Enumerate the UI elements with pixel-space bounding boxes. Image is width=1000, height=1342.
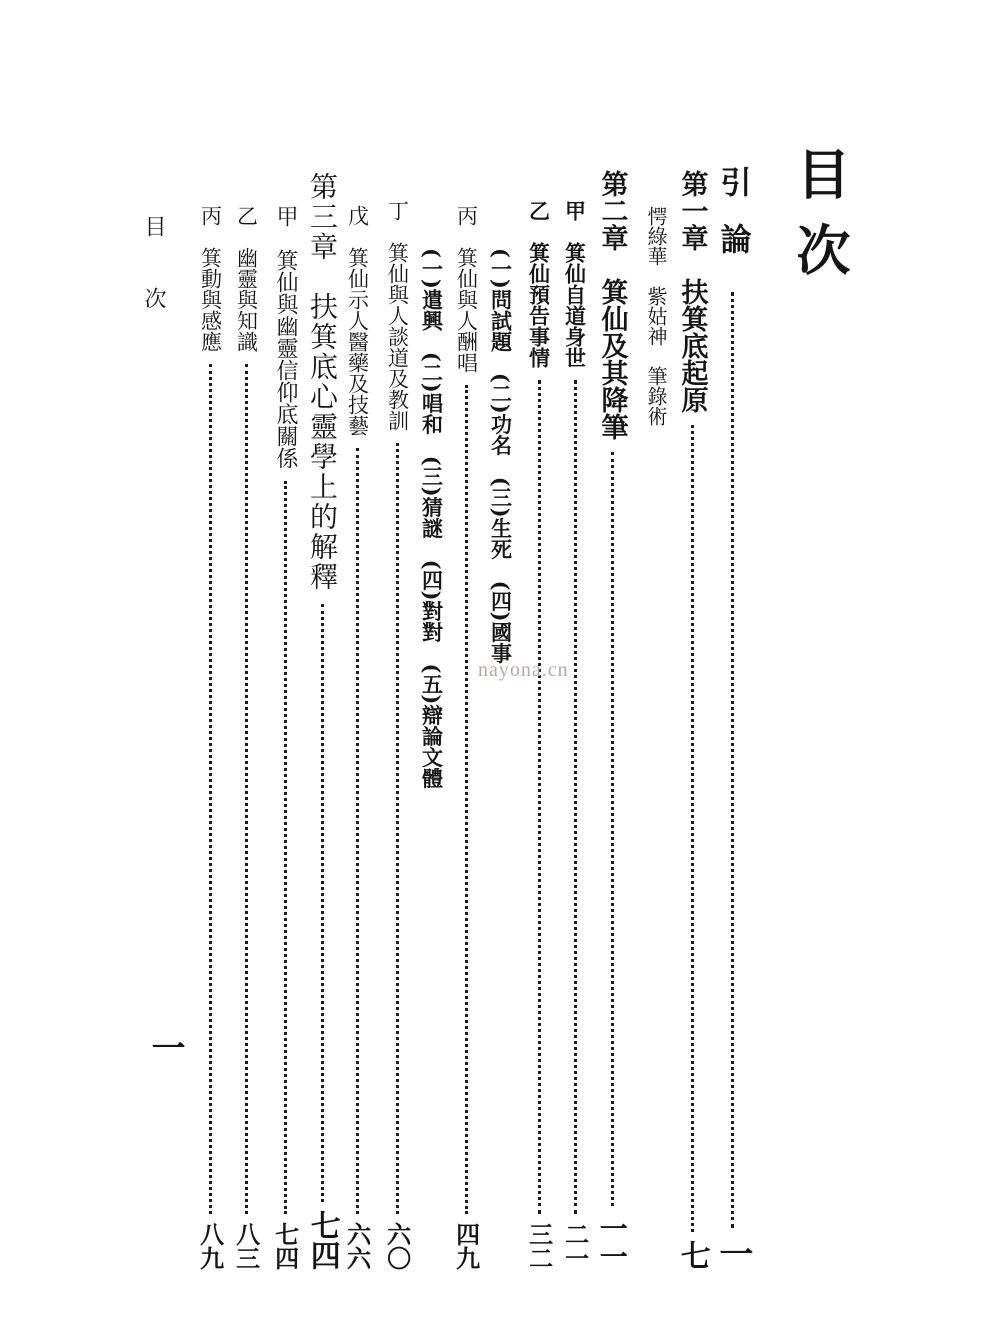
leader-dots [731, 292, 734, 1228]
page-number: 六〇 [382, 1222, 412, 1270]
leader-dots [465, 385, 468, 1214]
page-number: 七四 [304, 1210, 340, 1270]
page-number: 七 [674, 1240, 710, 1270]
toc-entry-label: 丁 箕仙與人談道及教訓 [385, 200, 410, 431]
page-number: 八九 [195, 1222, 225, 1270]
toc-entry-intro [710, 166, 754, 1270]
toc-entry-label: 戊 箕仙示人醫藥及技藝 [345, 205, 370, 436]
toc-subtopic-label: (一)遣興 (二)唱和 (三)猜謎 (四)對對 (五)辯論文體 [419, 248, 445, 789]
running-header: 目 次 [141, 215, 166, 323]
leader-dots [611, 452, 614, 1206]
toc-entry-label: 第三章 扶箕底心靈學上的解釋 [306, 172, 339, 592]
toc-subtopics-chapter-1 [634, 206, 678, 426]
page-number: 一一 [595, 1214, 629, 1270]
toc-entry-label: 第二章 箕仙及其降筆 [596, 170, 628, 440]
leader-dots [691, 425, 694, 1232]
toc-entry-3-jia [263, 205, 307, 1270]
toc-entry-2-ding [375, 200, 419, 1270]
toc-entry-label: 丙 箕動與感應 [198, 205, 223, 352]
toc-subtopic-label: (一)問試題 (二)功名 (三)生死 (四)國事 [488, 248, 514, 664]
toc-entry-label: 甲 箕仙自道身世 [562, 200, 588, 368]
folio-page-number: 一 [145, 1030, 185, 1064]
leader-dots [284, 481, 287, 1214]
page-number: 七四 [270, 1222, 300, 1270]
leader-dots [396, 443, 399, 1214]
toc-entry-label: 丙 箕仙與人酬唱 [454, 205, 479, 373]
page-number: 一 [712, 1236, 753, 1270]
leader-dots [574, 380, 577, 1214]
toc-entry-2-yi [517, 200, 561, 1270]
toc-entry-label: 甲 箕仙與幽靈信仰底關係 [273, 205, 298, 469]
watermark: nayona.cn [478, 659, 569, 681]
toc-entry-label: 第一章 扶箕底起原 [676, 170, 708, 413]
page-number: 六六 [342, 1222, 372, 1270]
toc-entry-label: 乙 幽靈與知識 [234, 205, 259, 352]
toc-entry-label: 引論 [714, 166, 751, 280]
leader-dots [538, 380, 541, 1214]
toc-subtopic-label: 愕綠華 紫姑神 筆錄術 [644, 206, 668, 426]
page-number: 三二 [524, 1222, 554, 1270]
leader-dots [209, 364, 212, 1214]
leader-dots [321, 604, 324, 1202]
leader-dots [245, 364, 248, 1214]
page-number: 二一 [560, 1222, 590, 1270]
toc-entry-label: 乙 箕仙預告事情 [526, 200, 552, 368]
page-title: 目次 [788, 146, 852, 298]
toc-entry-3-bing [188, 205, 232, 1270]
page-number: 四九 [451, 1222, 481, 1270]
leader-dots [356, 448, 359, 1214]
page-number: 八三 [231, 1222, 261, 1270]
